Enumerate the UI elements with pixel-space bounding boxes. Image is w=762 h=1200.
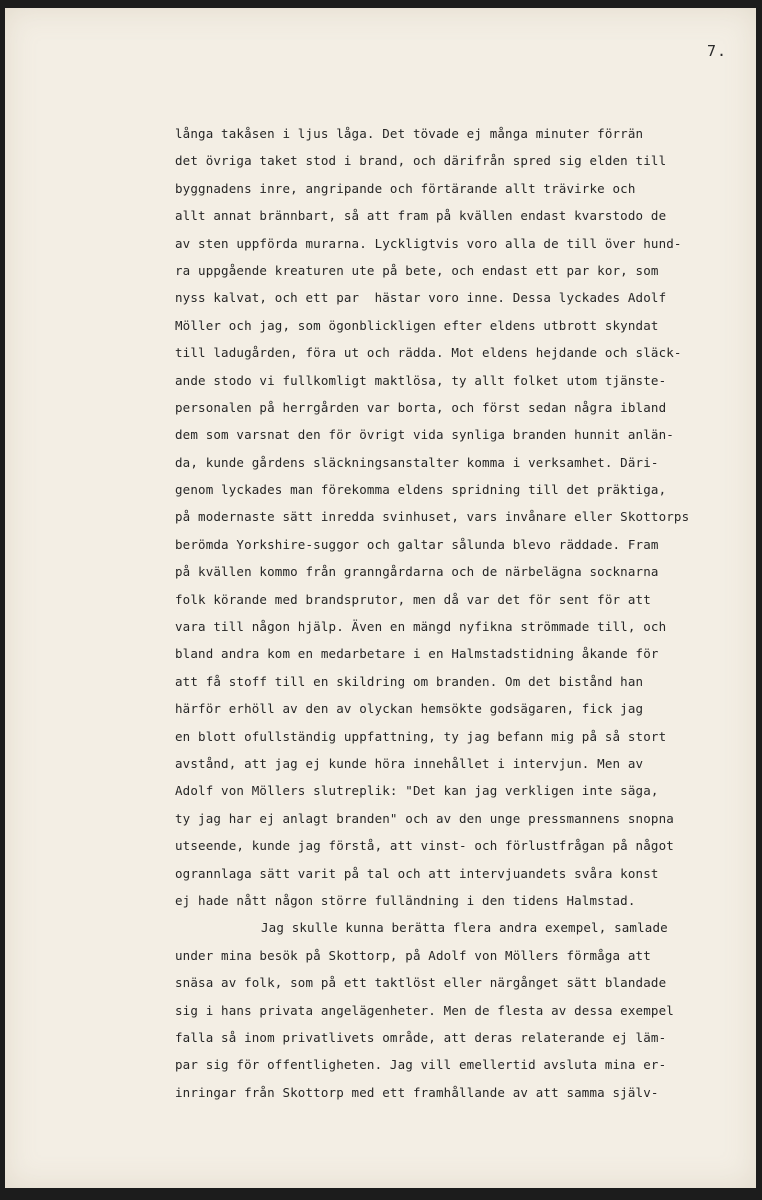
text-line: utseende, kunde jag förstå, att vinst- och förlustfrågan på något: [175, 838, 674, 854]
text-line: sig i hans privata angelägenheter. Men de flesta av dessa exempel: [175, 1002, 674, 1018]
text-line: att få stoff till en skildring om branden. Om det bistånd han: [175, 673, 644, 689]
text-line: inringar från Skottorp med ett framhållande av att samma själv-: [175, 1084, 659, 1100]
text-line: dem som varsnat den för övrigt vida synliga branden hunnit anlän-: [175, 427, 674, 443]
text-line: berömda Yorkshire-suggor och galtar sålunda blevo räddade. Fram: [175, 536, 659, 552]
text-line: Jag skulle kunna berätta flera andra exempel, samlade: [261, 920, 668, 936]
text-line: det övriga taket stod i brand, och därifrån spred sig elden till: [175, 153, 667, 169]
typewritten-text: [175, 120, 750, 1106]
text-line: under mina besök på Skottorp, på Adolf von Möllers förmåga att: [175, 947, 651, 963]
text-line: byggnadens inre, angripande och förtärande allt trävirke och: [175, 180, 636, 196]
page-number: 7.: [707, 42, 728, 60]
text-line: personalen på herrgården var borta, och först sedan några ibland: [175, 399, 667, 415]
text-line: på modernaste sätt inredda svinhuset, vars invånare eller Skottorps: [175, 509, 690, 525]
text-line: bland andra kom en medarbetare i en Halmstadstidning åkande för: [175, 646, 659, 662]
text-line: långa takåsen i ljus låga. Det tövade ej många minuter förrän: [175, 126, 644, 141]
text-line: en blott ofullständig uppfattning, ty jag befann mig på så stort: [175, 728, 667, 744]
text-line: ande stodo vi fullkomligt maktlösa, ty allt folket utom tjänste-: [175, 372, 667, 388]
text-line: Adolf von Möllers slutreplik: "Det kan jag verkligen inte säga,: [175, 783, 659, 799]
text-line: folk körande med brandsprutor, men då var det för sent för att: [175, 591, 651, 607]
text-line: härför erhöll av den av olyckan hemsökte godsägaren, fick jag: [175, 701, 644, 717]
text-line: falla så inom privatlivets område, att deras relaterande ej läm-: [175, 1029, 667, 1045]
text-line: allt annat brännbart, så att fram på kvällen endast kvarstodo de: [175, 208, 667, 224]
text-line: ogrannlaga sätt varit på tal och att intervjuandets svåra konst: [175, 865, 659, 881]
text-line: Möller och jag, som ögonblickligen efter eldens utbrott skyndat: [175, 317, 659, 333]
text-line: ej hade nått någon större fulländning i den tidens Halmstad.: [175, 892, 636, 908]
text-line: genom lyckades man förekomma eldens spridning till det präktiga,: [175, 482, 667, 498]
text-line: på kvällen kommo från granngårdarna och de närbelägna socknarna: [175, 564, 659, 580]
text-line: till ladugården, föra ut och rädda. Mot eldens hejdande och släck-: [175, 345, 682, 361]
text-line: ra uppgående kreaturen ute på bete, och endast ett par kor, som: [175, 262, 659, 278]
text-line: avstånd, att jag ej kunde höra innehållet i intervjun. Men av: [175, 755, 644, 771]
document-page: [5, 8, 756, 1188]
text-line: nyss kalvat, och ett par hästar voro inne. Dessa lyckades Adolf: [175, 290, 667, 306]
text-line: par sig för offentligheten. Jag vill emellertid avsluta mina er-: [175, 1057, 667, 1073]
text-line: ty jag har ej anlagt branden" och av den unge pressmannens snopna: [175, 810, 674, 826]
text-line: da, kunde gårdens släckningsanstalter komma i verksamhet. Däri-: [175, 454, 659, 470]
text-line: av sten uppförda murarna. Lyckligtvis voro alla de till över hund-: [175, 235, 682, 251]
text-line: snäsa av folk, som på ett taktlöst eller närgånget sätt blandade: [175, 975, 667, 991]
text-line: vara till någon hjälp. Även en mängd nyfikna strömmade till, och: [175, 619, 667, 635]
